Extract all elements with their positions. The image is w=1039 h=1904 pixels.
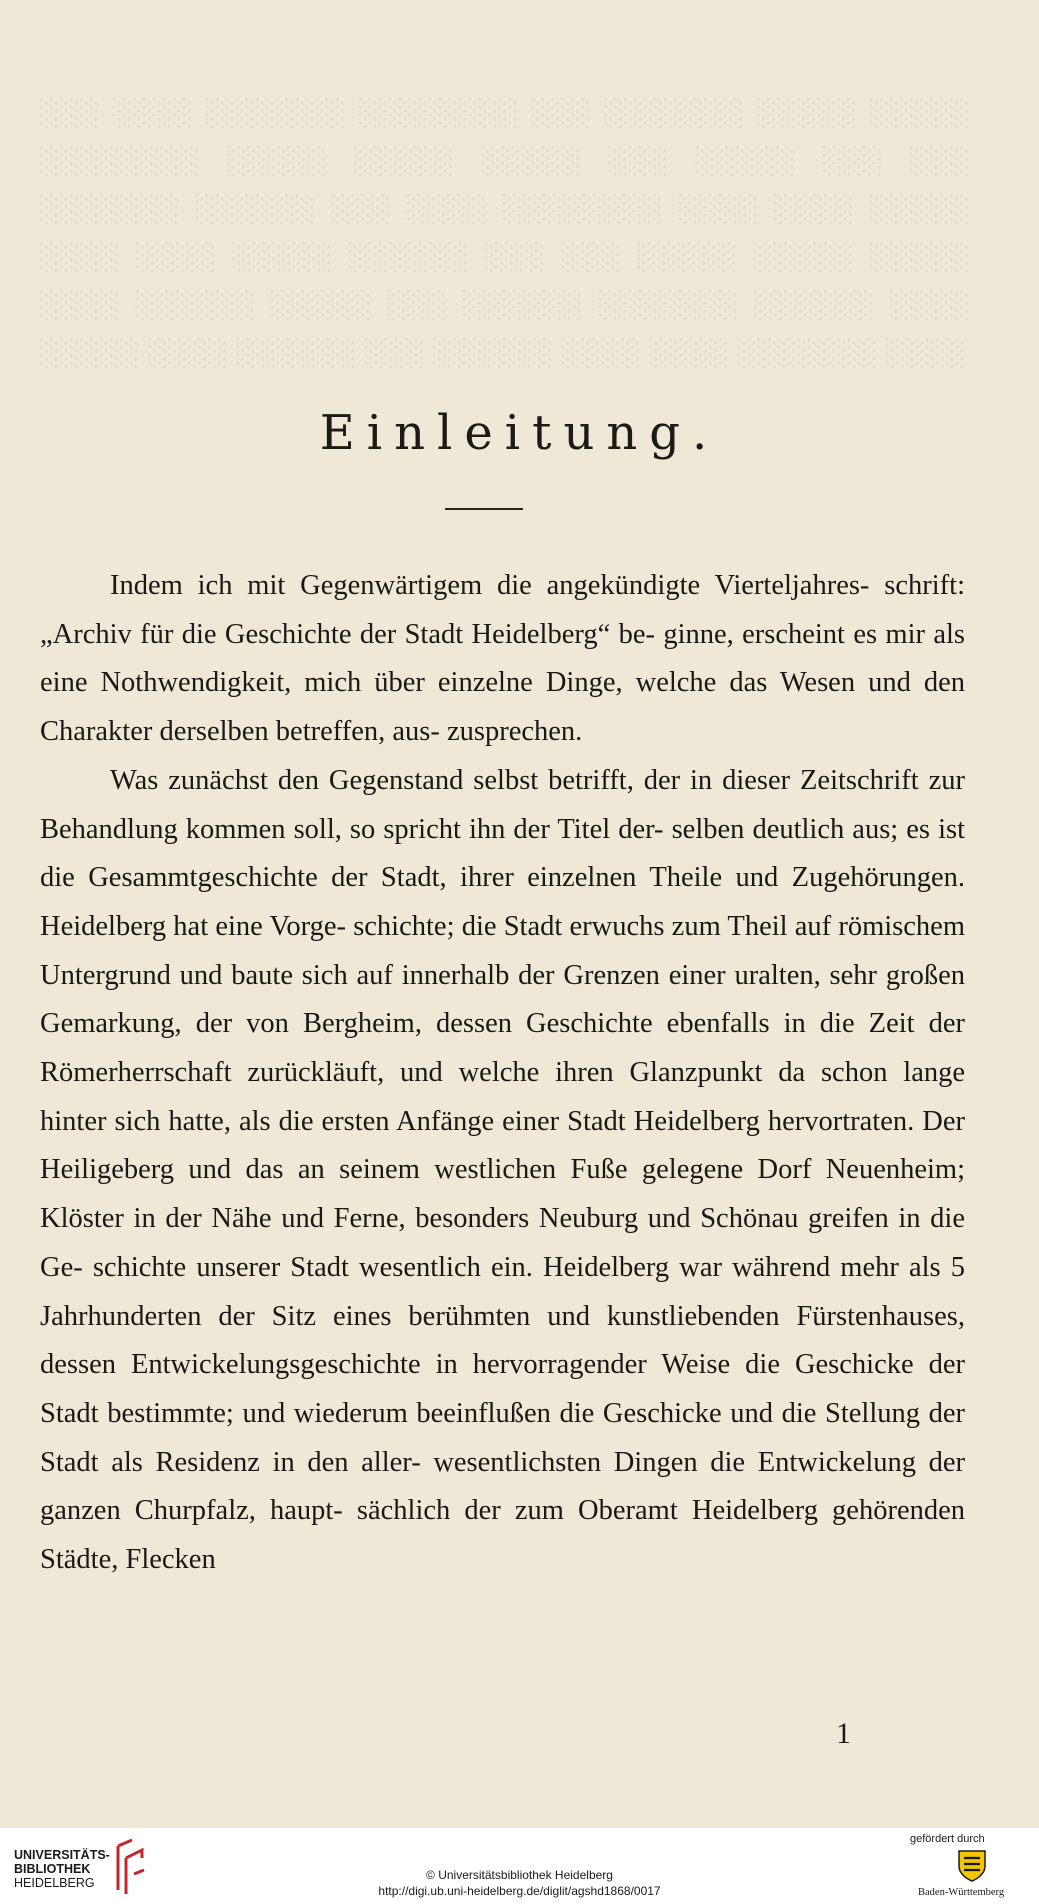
permalink[interactable]: http://digi.ub.uni-heidelberg.de/diglit/agshd1868/0017 (378, 1884, 661, 1898)
copyright-notice: © Universitätsbibliothek Heidelberg (426, 1868, 613, 1882)
library-name-line1: UNIVERSITÄTS- (14, 1848, 110, 1862)
library-name-line2: BIBLIOTHEK (14, 1862, 91, 1876)
page-number: 1 (836, 1717, 851, 1750)
paragraph-2: Was zunächst den Gegenstand selbst betrifft, der in dieser Zeitschrift zur Behandlung kommen soll, so spricht ihn der Titel der- selben deutlich aus; es ist die Gesammtgeschichte der Stadt, ihrer einzelnen Theile und Zugehörungen. Heidelberg hat eine Vorge- schichte; die Stadt erwuchs zum Theil auf römischem Untergrund und baute sich auf innerhalb der Grenzen einer uralten, sehr großen Gemarkung, der von Bergheim, dessen Geschichte ebenfalls in die Zeit der Römerherrschaft zurückläuft, und welche ihren Glanzpunkt da schon lange hinter sich hatte, als die ersten Anfänge einer Stadt Heidelberg hervortraten. Der Heiligeberg und das an seinem westlichen Fuße gelegene Dorf Neuenheim; Klöster in der Nähe und Ferne, besonders Neuburg und Schönau greifen in die Ge- schichte unserer Stadt wesentlich ein. Heidelberg war während mehr als 5 Jahrhunderten der Sitz eines berühmten und kunstliebenden Fürstenhauses, dessen Entwickelungsgeschichte in hervorragender Weise die Geschicke der Stadt bestimmte; und wiederum beeinflußen die Geschicke und die Stellung der Stadt als Residenz in den aller- wesentlichsten Dingen die Entwickelung der ganzen Churpfalz, haupt- sächlich der zum Oberamt Heidelberg gehörenden Städte, Flecken (40, 764, 965, 1576)
coat-of-arms-icon (955, 1848, 989, 1882)
library-name-line3: HEIDELBERG (14, 1876, 95, 1890)
body-text (40, 562, 965, 1585)
chapter-title: Einleitung. (319, 405, 720, 461)
funded-by-label: gefördert durch (910, 1833, 985, 1845)
title-divider (445, 508, 523, 510)
funder-name: Baden-Württemberg (918, 1887, 1005, 1898)
paragraph-1: Indem ich mit Gegenwärtigem die angekündigte Vierteljahres- schrift: „Archiv für die Geschichte der Stadt Heidelberg“ be- ginne, erscheint es mir als eine Nothwendigkeit, mich über einzelne Dinge, welche das Wesen und den Charakter derselben betreffen, aus- zusprechen. (40, 570, 965, 748)
bleed-through-texture: ░░░ ░░░░ ░░░░░░░ ░░░░░░░░ ░░░ ░░░░░░░ ░░░░░ ░░░░░ ░░░░░░░░ ░░░░░ ░░░░░ ░░░░░ ░░░ ░░░░░ ░░░ ░░░ ░░░░░░░ ░░░░░░ ░░░ ░░░░ ░░░░░░░░ ░░░░ ░░░░ ░░░░░ ░░░░ ░░░░ ░░░░░ ░░░░░░ ░░░ ░░░ ░░░░░ ░░░░░ ░░░░░ ░░░░ ░░░░░░ ░░░░░ ░░░ ░░░░░░ ░░░░░░░ ░░░░░░ ░░░░ ░░░░░ ░░░░ ░░░░░░ ░░░ ░░░░░░ ░░░░ ░░░░ ░░░░░░░ ░░░░ (40, 99, 970, 369)
